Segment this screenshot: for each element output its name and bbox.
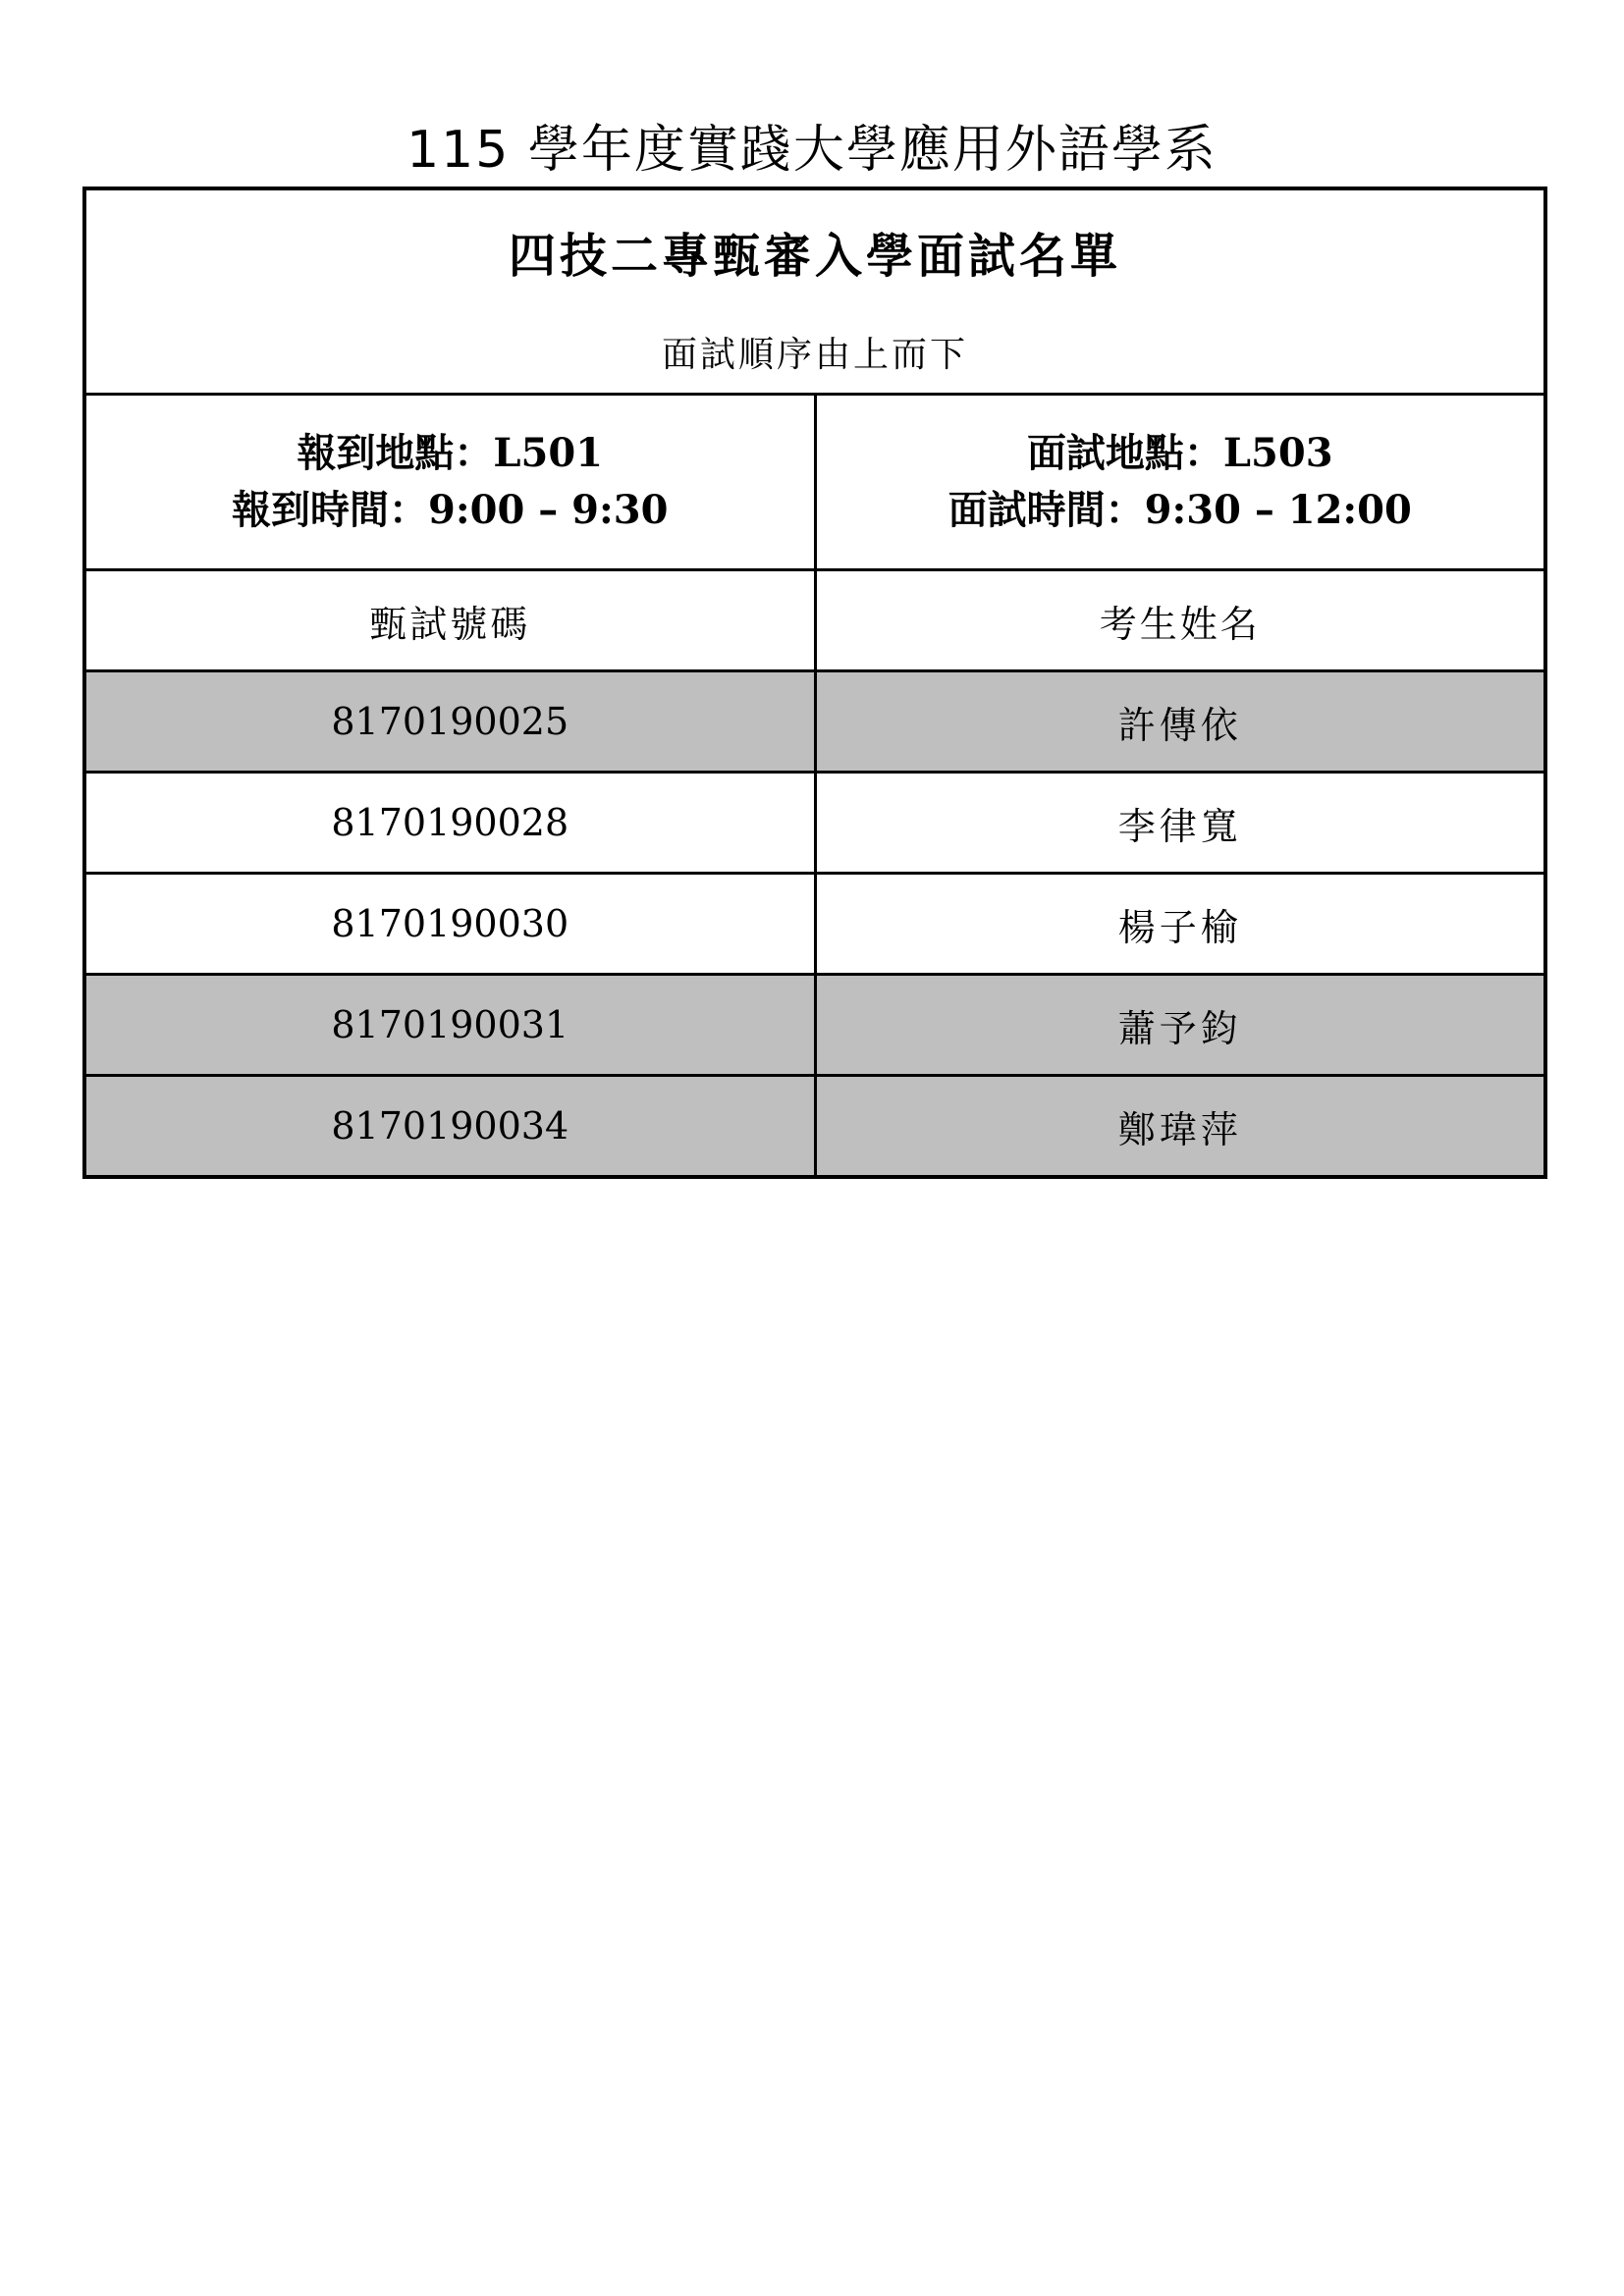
interview-time: 面試時間：9:30 – 12:00 bbox=[947, 487, 1412, 533]
table-header-row bbox=[84, 188, 1545, 395]
interview-location: 面試地點：L503 bbox=[1026, 430, 1333, 476]
checkin-time: 報到時間：9:00 – 9:30 bbox=[232, 487, 669, 533]
candidate-name-cell: 楊子榆 bbox=[815, 874, 1545, 975]
column-header-name: 考生姓名 bbox=[815, 570, 1545, 671]
interview-roster-table bbox=[82, 187, 1547, 1179]
roster-subtitle: 四技二專甄審入學面試名單 bbox=[508, 229, 1121, 284]
exam-number-cell: 8170190025 bbox=[84, 671, 815, 773]
table-row bbox=[84, 1076, 1545, 1178]
interview-info-cell bbox=[815, 395, 1545, 570]
candidate-name-cell: 鄭瑋萍 bbox=[815, 1076, 1545, 1178]
column-header-row bbox=[84, 570, 1545, 671]
checkin-location: 報到地點：L501 bbox=[297, 430, 604, 476]
document-title: 115 學年度實踐大學應用外語學系 bbox=[406, 121, 1218, 180]
checkin-info-cell bbox=[84, 395, 815, 570]
candidate-name-cell: 李律寬 bbox=[815, 773, 1545, 874]
exam-number-cell: 8170190030 bbox=[84, 874, 815, 975]
exam-number-cell: 8170190034 bbox=[84, 1076, 815, 1178]
interview-order-note: 面試順序由上而下 bbox=[661, 335, 968, 375]
candidate-name-cell: 蕭予鈞 bbox=[815, 975, 1545, 1076]
table-row bbox=[84, 773, 1545, 874]
header-cell bbox=[84, 188, 1545, 395]
exam-number-cell: 8170190028 bbox=[84, 773, 815, 874]
table-row bbox=[84, 874, 1545, 975]
column-header-id: 甄試號碼 bbox=[84, 570, 815, 671]
table-row bbox=[84, 975, 1545, 1076]
table-row bbox=[84, 671, 1545, 773]
exam-number-cell: 8170190031 bbox=[84, 975, 815, 1076]
candidate-name-cell: 許傳依 bbox=[815, 671, 1545, 773]
location-time-row bbox=[84, 395, 1545, 570]
